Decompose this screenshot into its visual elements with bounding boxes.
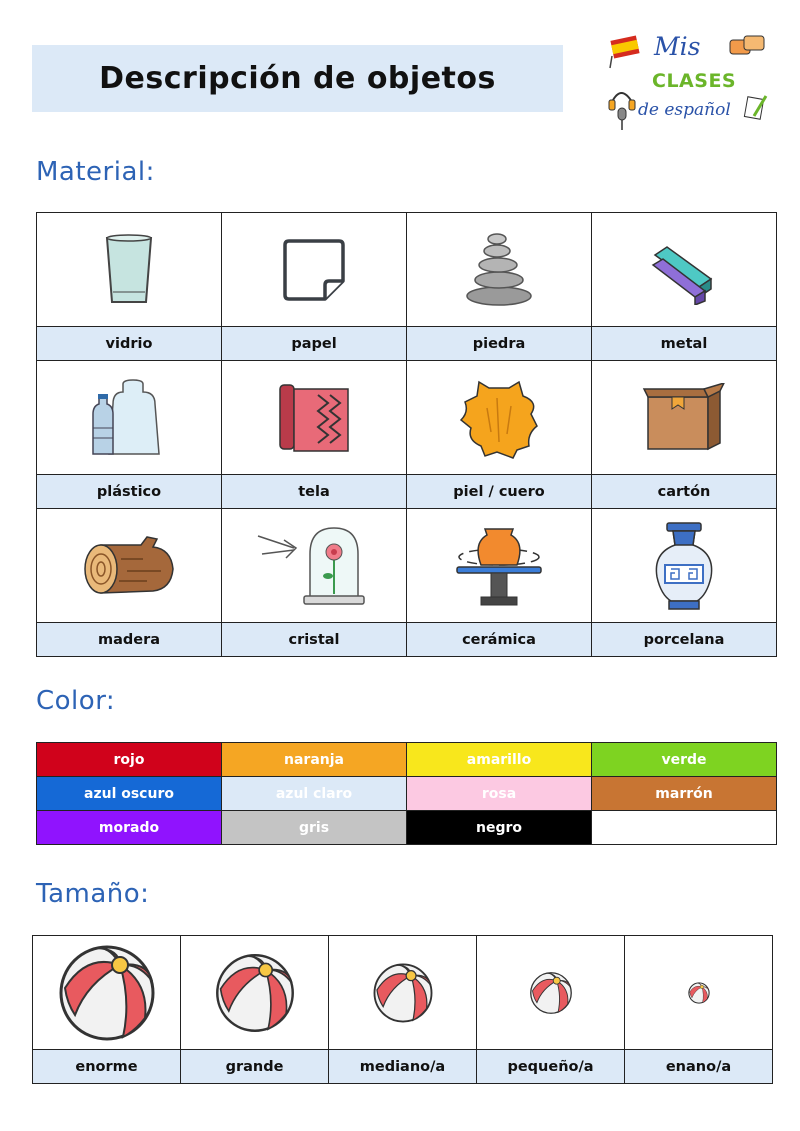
paper-icon [279, 235, 349, 305]
beach-ball-icon [57, 943, 157, 1043]
material-label: tela [222, 475, 407, 509]
spain-flag-icon [610, 35, 640, 68]
color-swatch-naranja: naranja [222, 743, 407, 777]
glass-icon [99, 230, 159, 310]
size-cell [477, 936, 625, 1050]
material-label: cartón [592, 475, 777, 509]
stones-icon [459, 230, 539, 310]
material-cell [37, 509, 222, 623]
beach-ball-icon [214, 952, 296, 1034]
logo [606, 28, 776, 143]
color-swatch-empty [592, 811, 777, 845]
color-swatch-rojo: rojo [37, 743, 222, 777]
color-swatch-azul-claro: azul claro [222, 777, 407, 811]
porcelain-vase-icon [649, 521, 719, 611]
material-label: metal [592, 327, 777, 361]
color-swatch-rosa: rosa [407, 777, 592, 811]
fabric-roll-icon [274, 381, 354, 455]
material-cell [222, 509, 407, 623]
color-swatch-marron: marrón [592, 777, 777, 811]
beach-ball-icon [372, 962, 434, 1024]
material-cell [592, 509, 777, 623]
page-title: Descripción de objetos [99, 61, 496, 96]
beach-ball-icon [529, 971, 573, 1015]
color-swatch-gris: gris [222, 811, 407, 845]
headset-microphone-icon [609, 93, 635, 130]
size-cell [33, 936, 181, 1050]
title-banner [32, 45, 563, 112]
section-heading-tamano: Tamaño: [36, 879, 150, 909]
color-swatch-amarillo: amarillo [407, 743, 592, 777]
material-cell [592, 361, 777, 475]
material-label: cristal [222, 623, 407, 657]
wood-log-icon [81, 531, 177, 601]
material-label: vidrio [37, 327, 222, 361]
section-heading-color: Color: [36, 686, 116, 716]
size-cell [181, 936, 329, 1050]
size-label: mediano/a [329, 1050, 477, 1084]
material-cell [407, 213, 592, 327]
material-cell [407, 509, 592, 623]
size-label: grande [181, 1050, 329, 1084]
material-cell [222, 213, 407, 327]
size-cell [625, 936, 773, 1050]
material-cell [37, 361, 222, 475]
cardboard-box-icon [642, 383, 726, 453]
section-heading-material: Material: [36, 157, 155, 187]
notepad-pencil-icon [744, 96, 766, 119]
size-label: pequeño/a [477, 1050, 625, 1084]
color-swatch-azul-oscuro: azul oscuro [37, 777, 222, 811]
material-label: piedra [407, 327, 592, 361]
logo-text-clases: CLASES [652, 70, 737, 92]
material-cell [37, 213, 222, 327]
pottery-wheel-icon [451, 521, 547, 611]
glass-dome-rose-icon [254, 524, 374, 608]
material-cell [592, 213, 777, 327]
logo-text-mis: Mis [654, 32, 701, 61]
chat-bubbles-icon [730, 36, 764, 54]
metal-bars-icon [649, 235, 719, 305]
material-label: plástico [37, 475, 222, 509]
color-swatch-verde: verde [592, 743, 777, 777]
leather-hide-icon [457, 376, 541, 460]
color-swatch-negro: negro [407, 811, 592, 845]
logo-text-espanol: de español [638, 100, 731, 120]
material-cell [222, 361, 407, 475]
size-label: enorme [33, 1050, 181, 1084]
material-label: porcelana [592, 623, 777, 657]
material-label: madera [37, 623, 222, 657]
materials-table [36, 212, 777, 657]
size-label: enano/a [625, 1050, 773, 1084]
plastic-bottle-bag-icon [89, 378, 169, 458]
material-cell [407, 361, 592, 475]
sizes-table [32, 935, 773, 1084]
material-label: piel / cuero [407, 475, 592, 509]
material-label: cerámica [407, 623, 592, 657]
color-swatch-morado: morado [37, 811, 222, 845]
material-label: papel [222, 327, 407, 361]
colors-table [36, 742, 777, 845]
size-cell [329, 936, 477, 1050]
beach-ball-icon [688, 982, 710, 1004]
